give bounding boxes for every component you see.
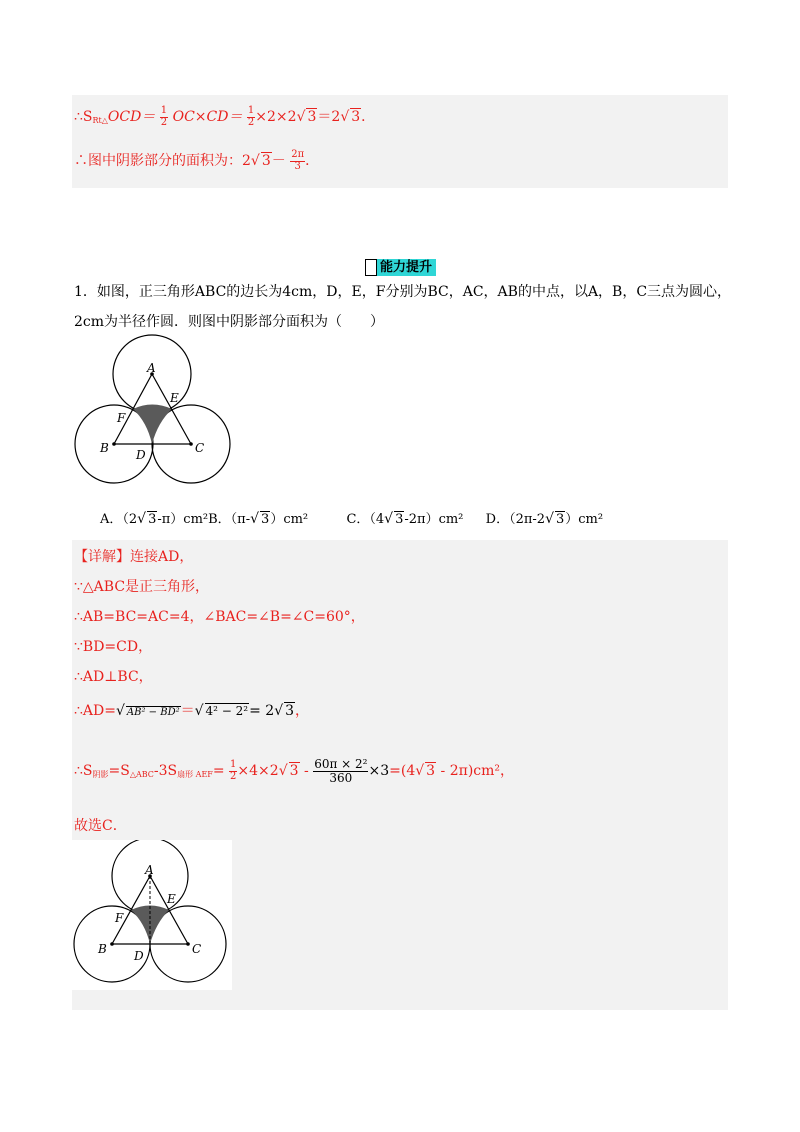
subscript-rt: Rt△	[92, 116, 108, 125]
therefore-s: ∴S	[74, 109, 93, 125]
section-title: 能力提升	[366, 259, 436, 276]
option-a-prefix: A．（2	[100, 512, 138, 527]
label-f: F	[117, 411, 126, 425]
sector-fraction: $\frac{\text{60π × 2²}}{360}$	[314, 757, 368, 785]
question-line-2: 2cm为半径作圆．则图中阴影部分面积为（ ）	[74, 314, 385, 330]
root-3: 3	[307, 109, 317, 125]
question-figure	[70, 334, 240, 498]
label-e: E	[170, 391, 179, 405]
half-fraction-2: $\frac{1}{2}$	[247, 105, 255, 128]
equals-2: ＝2	[317, 109, 341, 125]
label-b-2: B	[98, 942, 107, 956]
three-circles-diagram	[70, 334, 240, 494]
label-a-2: A	[145, 863, 154, 877]
label-b: B	[100, 441, 109, 455]
expr-oc-cd: OC×CD＝	[172, 109, 243, 125]
period: ．	[361, 109, 376, 125]
option-c-prefix: C．（4	[346, 512, 385, 527]
times-3: ×3	[368, 763, 390, 780]
expr-times: ×2×2	[255, 109, 297, 125]
minus-2: -	[299, 763, 314, 780]
answer-options: A．（2√ 3-π）cm²B．（π-√ 3）cm² C．（4√ 3-2π）cm² D．（2π-2√ 3）cm²	[100, 511, 604, 527]
title-marker-box	[365, 259, 377, 276]
sub-shaded: 阴影	[92, 770, 109, 780]
option-b-root: 3	[261, 512, 270, 527]
option-c-suffix: -2π）cm²	[404, 512, 464, 527]
label-d-2: D	[134, 949, 144, 963]
period-2: ．	[305, 153, 320, 169]
solution-line-6: ∴AD=√ AB² − BD²＝√ 4² − 2²= 2√ 3，	[74, 703, 310, 719]
half-fraction: $\frac{1}{2}$	[160, 105, 168, 128]
option-d-root: 3	[556, 512, 565, 527]
eq-3: =	[212, 763, 225, 780]
comma: ，	[295, 703, 310, 719]
area-formula-line: $\therefore S_{Rt\triangle}OCD=$ $\frac{1}{2}$ OC×CD＝ $\frac{1}{2}$ ×2×2√ 3＝2√ 3．	[74, 105, 376, 128]
solution-line-2: ∵△ABC是正三角形，	[74, 579, 210, 595]
solution-line-7: $\therefore S_{阴影}=S_{\triangle ABC}-3S_{扇形 AEF}=$ $\frac{1}{2}$ ×4×2√ 3 - $\frac{\text{60π × 2²}}{360}$ ×3=(4√ 3 - 2π)cm²，	[74, 757, 515, 785]
half-fraction-3: $\frac{1}{2}$	[230, 759, 237, 782]
label-d: D	[136, 448, 146, 462]
conclusion: 故选C．	[74, 818, 127, 834]
minus-3s: -3S	[153, 763, 178, 780]
three-circles-diagram-with-ad	[70, 840, 232, 990]
result-root: 3	[426, 763, 436, 780]
expr-ocd: OCD＝	[107, 109, 156, 125]
eq-s: =S	[108, 763, 130, 780]
root-3c: 3	[261, 153, 271, 169]
radicand-2: 4² − 2²	[205, 704, 249, 718]
solution-figure	[70, 840, 232, 990]
eq-1: ＝	[180, 703, 195, 719]
eq-2: = 2	[249, 703, 275, 719]
shaded-area-text: ∴图中阴影部分的面积为：	[74, 153, 242, 169]
solution-line-5: ∴AD⊥BC，	[74, 669, 153, 685]
option-d-prefix: D．（2π-2	[485, 512, 546, 527]
sub-sector: 扇形 AEF	[177, 770, 213, 780]
root-3b: 3	[351, 109, 361, 125]
label-c: C	[195, 441, 205, 455]
option-c-root: 3	[395, 512, 404, 527]
option-b-suffix: ）cm²	[270, 512, 309, 527]
label-c-2: C	[192, 942, 202, 956]
result-b: - 2π)cm²，	[436, 763, 515, 780]
root-3-ad: 3	[285, 703, 295, 719]
shaded-area-line: ∴图中阴影部分的面积为：2√ 3－ $\frac{2\pi}{3}$ ．	[74, 149, 320, 172]
question-line-1: 1．如图，正三角形ABC的边长为4cm，D，E，F分别为BC，AC，AB的中点，以A，B，C三点为圆心，	[74, 284, 732, 300]
times-4-2: ×4×2	[237, 763, 279, 780]
radicand-1: AB² − BD²	[126, 707, 180, 718]
minus: －	[271, 153, 286, 169]
solution-line-4: ∵BD=CD，	[74, 639, 153, 655]
label-e-2: E	[167, 892, 176, 906]
option-a-root: 3	[148, 512, 157, 527]
label-f-2: F	[115, 911, 124, 925]
option-d-suffix: ）cm²	[565, 512, 604, 527]
option-a-b: -π）cm²B．（π-	[157, 512, 251, 527]
root-3-s: 3	[289, 763, 299, 780]
solution-line-3: ∴AB=BC=AC=4，∠BAC=∠B=∠C=60°，	[74, 609, 365, 625]
two-pi-over-3: $\frac{2\pi}{3}$	[291, 149, 305, 172]
result-a: =(4	[389, 763, 416, 780]
coef-2: 2	[242, 153, 251, 169]
sub-triangle: △ABC	[129, 770, 154, 780]
label-a: A	[147, 361, 156, 375]
ad-equals: ∴AD=	[74, 703, 116, 719]
solution-head: 【详解】连接AD，	[74, 549, 194, 565]
s-prefix: ∴S	[74, 763, 93, 780]
